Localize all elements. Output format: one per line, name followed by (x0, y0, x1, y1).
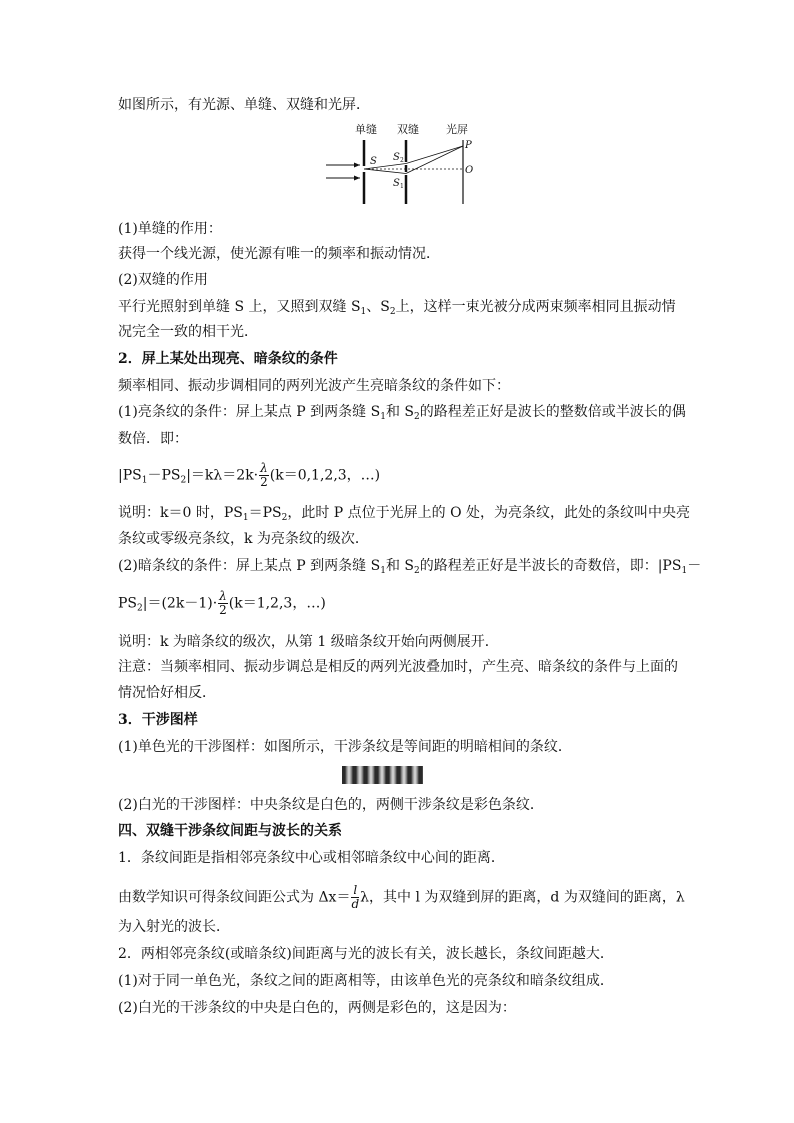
intro-text: 如图所示，有光源、单缝、双缝和光屏． (118, 97, 370, 113)
interference-fringes-image (342, 766, 423, 784)
point-o-label: O (465, 165, 474, 176)
note-1-cont: 条纹或零级亮条纹，k 为亮条纹的级次． (118, 531, 369, 547)
section-4-heading: 四、双缝干涉条纹间距与波长的关系 (118, 823, 342, 839)
section-4-point-2: 2．两相邻亮条纹(或暗条纹)间距离与光的波长有关，波长越长，条纹间距越大． (118, 946, 614, 962)
ray-s-to-s1 (364, 169, 406, 174)
p2-heading: (2)双缝的作用 (118, 272, 208, 288)
point-s2-label: S (393, 152, 400, 163)
dark-condition: (2)暗条纹的条件：屏上某点 P 到两条缝 $S_1$和 $S_2$的路程差正好是半波长的奇数倍，即：$|PS_1-$ (118, 558, 702, 576)
section-3-heading: 3．干涉图样 (118, 712, 198, 728)
section-4-point-4: (2)白光的干涉条纹的中央是白色的，两侧是彩色的，这是因为： (118, 1000, 516, 1016)
lambda-over-2-fraction: $\frac{\lambda}{2}$ (219, 589, 227, 617)
warning-cont: 情况恰好相反． (118, 685, 216, 701)
note-1: 说明：k＝0 时，$PS_1=PS_2$，此时 P 点位于光屏上的 O 处，为亮条纹，此处的条纹叫中央亮 (118, 505, 691, 523)
section-2-heading: 2．屏上某处出现亮、暗条纹的条件 (118, 351, 338, 367)
warning: 注意：当频率相同、振动步调总是相反的两列光波叠加时，产生亮、暗条纹的条件与上面的 (118, 659, 678, 675)
spacing-formula-cont: 为入射光的波长． (118, 919, 230, 935)
p1-text: 获得一个线光源，使光源有唯一的频率和振动情况． (118, 246, 440, 262)
l-over-d-fraction: $\frac{l}{d}$ (351, 883, 360, 911)
point-p-label: P (465, 140, 472, 151)
point-s1-label: S (393, 178, 400, 189)
section-4-point-1: 1．条纹间距是指相邻亮条纹中心或相邻暗条纹中心间的距离． (118, 850, 505, 866)
point-s1-sub: 1 (400, 183, 404, 190)
label-double-slit: 双缝 (397, 123, 419, 136)
arrow-head-1 (354, 163, 360, 168)
arrow-head-2 (354, 176, 360, 181)
p2-text: 平行光照射到单缝 S 上，又照到双缝 $S_1$、$S_2$上，这样一束光被分成两束频率相同且振动情 (118, 299, 676, 317)
dark-formula: $PS_2|=(2k-1)\cdot$ $\frac{\lambda}{2}$ (k＝1,2,3，…) (118, 589, 326, 617)
point-s-label: S (370, 156, 377, 167)
bright-condition-cont: 数倍．即： (118, 431, 188, 447)
bright-formula: $|PS_1-PS_2|=k\lambda=2k\cdot$ $\frac{\lambda}{2}$ (k＝0,1,2,3，…) (118, 461, 381, 489)
ray-s1-to-p (406, 146, 463, 174)
note-2: 说明：k 为暗条纹的级次，从第 1 级暗条纹开始向两侧展开． (118, 634, 499, 650)
p2-text-cont: 况完全一致的相干光． (118, 324, 258, 340)
section-2-intro: 频率相同、振动步调相同的两列光波产生亮暗条纹的条件如下： (118, 378, 510, 394)
p1-heading: (1)单缝的作用： (118, 221, 222, 237)
point-s2-sub: 2 (400, 157, 404, 164)
ray-s2-to-p (406, 146, 463, 164)
bright-condition: (1)亮条纹的条件：屏上某点 P 到两条缝 $S_1$和 $S_2$的路程差正好是波长的整数倍或半波长的偶 (118, 404, 686, 422)
white-pattern: (2)白光的干涉图样：中央条纹是白色的，两侧干涉条纹是彩色条纹． (118, 797, 544, 813)
mono-pattern: (1)单色光的干涉图样：如图所示，干涉条纹是等间距的明暗相间的条纹． (118, 739, 572, 755)
label-screen: 光屏 (446, 123, 468, 136)
double-slit-diagram (318, 122, 478, 210)
label-single-slit: 单缝 (355, 123, 377, 136)
spacing-formula: 由数学知识可得条纹间距公式为 Δx＝ $\frac{l}{d}$ λ，其中 l 为双缝到屏的距离，d 为双缝间的距离，λ (118, 883, 685, 911)
section-4-point-3: (1)对于同一单色光，条纹之间的距离相等，由该单色光的亮条纹和暗条纹组成． (118, 973, 614, 989)
lambda-over-2-fraction: $\frac{\lambda}{2}$ (260, 461, 268, 489)
